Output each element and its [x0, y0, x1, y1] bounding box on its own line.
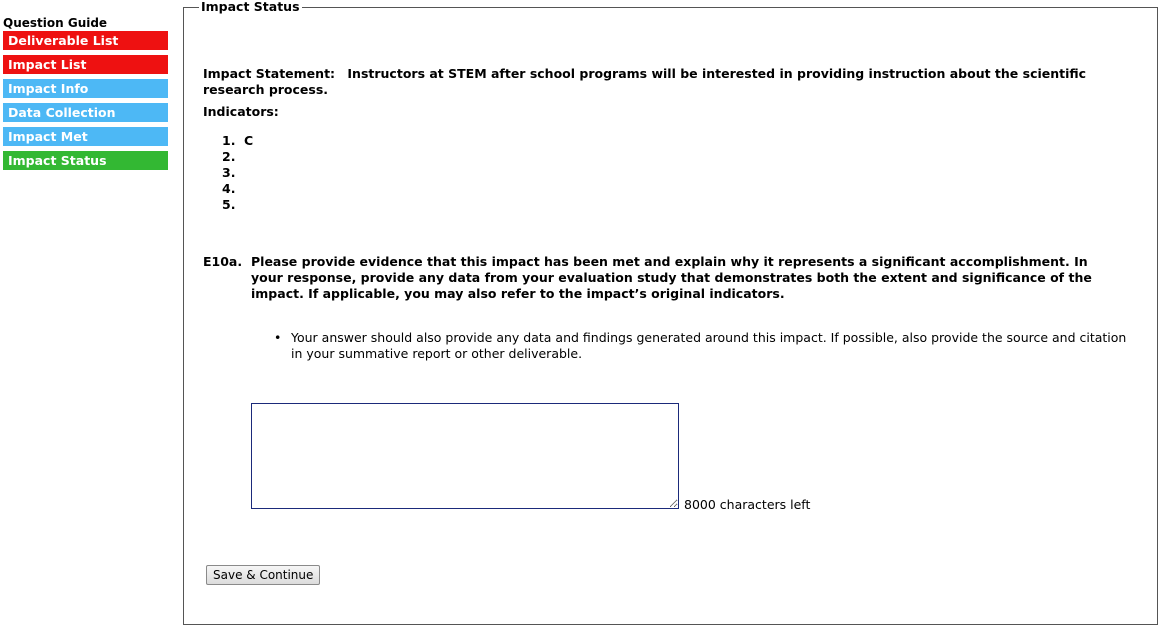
question-e10a: [203, 254, 1123, 302]
indicator-number: 4.: [222, 181, 236, 196]
indicator-item: [222, 149, 253, 165]
hint-text: Your answer should also provide any data and findings generated around this impact. If possible, also provide the source and citation in your summative report or other deliverable.: [291, 330, 1127, 361]
nav-item-data-collection[interactable]: Data Collection: [3, 103, 168, 122]
characters-left-counter: 8000 characters left: [684, 497, 811, 512]
indicators-label: Indicators:: [203, 104, 279, 119]
indicators-list: [222, 133, 253, 213]
impact-statement-label: Impact Statement:: [203, 66, 336, 81]
indicator-item: [222, 181, 253, 197]
indicator-number: 3.: [222, 165, 236, 180]
impact-status-fieldset: [183, 0, 1158, 625]
save-continue-button[interactable]: Save & Continue: [206, 565, 320, 585]
answer-hint: [274, 330, 1134, 362]
impact-statement: [203, 66, 1133, 98]
nav-item-impact-info[interactable]: Impact Info: [3, 79, 168, 98]
sidebar-title: Question Guide: [3, 16, 108, 30]
bullet-icon: •: [274, 330, 282, 345]
fieldset-legend: Impact Status: [201, 0, 300, 14]
question-text: Please provide evidence that this impact has been met and explain why it represents a significant accomplishment. In your response, provide any data from your evaluation study that demonstrates both the extent and significance of the impact. If applicable, you may also refer to the impact’s original indicators.: [251, 254, 1092, 301]
question-guide-sidebar: [3, 15, 168, 175]
nav-item-impact-status[interactable]: Impact Status: [3, 151, 168, 170]
impact-statement-text: Instructors at STEM after school programs will be interested in providing instruction about the scientific research process.: [203, 66, 1087, 97]
nav-item-impact-list[interactable]: Impact List: [3, 55, 168, 74]
answer-textarea[interactable]: [251, 403, 679, 509]
indicator-text: C: [244, 133, 254, 148]
indicator-item: [222, 197, 253, 213]
indicator-item: [222, 165, 253, 181]
nav-item-deliverable-list[interactable]: Deliverable List: [3, 31, 168, 50]
indicator-item: [222, 133, 253, 149]
indicator-number: 1.: [222, 133, 236, 148]
indicator-number: 2.: [222, 149, 236, 164]
question-number: E10a.: [203, 254, 243, 269]
indicator-number: 5.: [222, 197, 236, 212]
nav-item-impact-met[interactable]: Impact Met: [3, 127, 168, 146]
